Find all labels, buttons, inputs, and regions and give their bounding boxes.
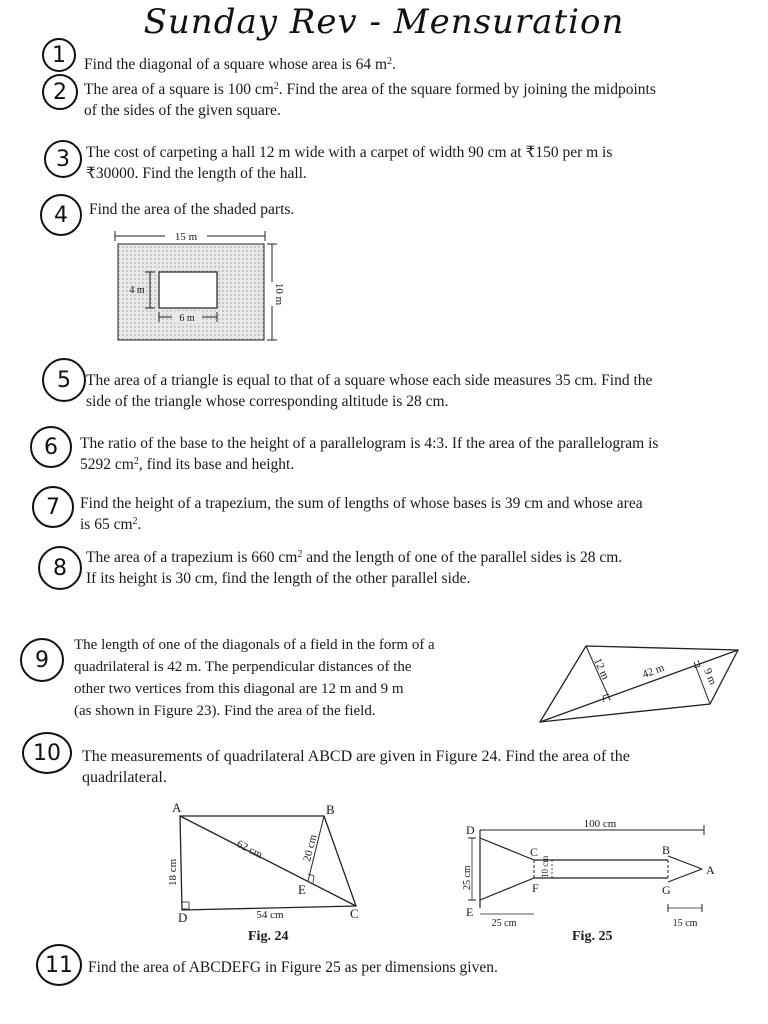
fig24-ac-label: 62 cm [234,837,265,862]
question-number-5 [42,358,86,402]
figure-23-quadrilateral-field [536,640,746,730]
fig24-dc-label: 54 cm [256,909,284,921]
q7-sup: 2 [132,516,138,527]
qnum-label: 3 [56,146,70,172]
qnum-label: 5 [57,367,71,393]
question-number-7 [32,486,74,528]
fig25-vertex-b: B [662,843,671,857]
fig23-d2: 9 m [701,666,719,687]
fig25-vertex-c: C [530,845,539,859]
q8-line2: If its height is 30 cm, find the length of the other parallel side. [86,570,471,587]
q5-line2: side of the triangle whose corresponding altitude is 28 cm. [86,393,449,410]
q4-text: Find the area of the shaded parts. [89,201,295,218]
qnum-label: 11 [45,952,73,978]
figure-25-abcdefg [452,816,722,936]
qnum-label: 10 [33,740,61,766]
question-11 [88,957,498,978]
q1-tail: . [392,56,396,73]
q9-line3: other two vertices from this diagonal are 12 m and 9 m [74,681,404,697]
q3-line2: ₹30000. Find the length of the hall. [86,165,307,182]
q9-line4: (as shown in Figure 23). Find the area of the field. [74,703,376,719]
qnum-label: 7 [46,494,60,520]
question-2 [84,79,656,121]
qnum-label: 1 [52,42,66,68]
fig24-caption: Fig. 24 [248,929,289,944]
question-number-9 [20,638,64,682]
fig25-ef-label: 25 cm [491,918,517,929]
question-number-10 [22,732,72,774]
qnum-label: 2 [53,79,67,105]
q7-line2b: . [137,516,142,533]
question-number-8 [38,546,82,590]
fig25-ga-label: 15 cm [672,918,698,929]
q11-text: Find the area of ABCDEFG in Figure 25 as per dimensions given. [88,959,498,976]
fig23-d1: 12 m [591,656,612,682]
fig25-vertex-a: A [706,863,715,877]
figure-24-quadrilateral-abcd [162,800,382,925]
q6-line2a: 5292 cm [80,456,134,473]
question-1 [84,54,396,75]
question-8 [86,547,622,589]
question-number-1 [42,38,76,72]
question-6 [80,433,658,475]
fig4-height-label: 10 m [273,282,285,306]
q7-line1: Find the height of a trapezium, the sum of lengths of whose bases is 39 cm and whose area [80,495,643,512]
question-number-3 [44,140,82,178]
fig25-vertex-e: E [466,905,474,919]
fig25-cf-label: 10 cm [540,855,550,878]
qnum-label: 4 [54,202,68,228]
q9-line2: quadrilateral is 42 m. The perpendicular distances of the [74,659,412,675]
fig4-inner-width: 6 m [179,313,195,324]
question-9 [74,634,435,722]
question-number-6 [30,426,72,468]
q6-line1: The ratio of the base to the height of a parallelogram is 4:3. If the area of the parallelogram is [80,435,659,452]
q1-text: Find the diagonal of a square whose area is 64 m [84,56,388,73]
fig25-top-label: 100 cm [583,818,617,830]
q2-line1: The area of a square is 100 cm [84,81,274,98]
fig24-vertex-d: D [178,910,188,925]
q2-line1b: . Find the area of the square formed by joining the midpoints [278,81,656,98]
fig24-vertex-a: A [172,800,182,815]
fig25-vertex-f: F [532,881,539,895]
q6-line2b: , find its base and height. [138,456,295,473]
fig24-be-label: 20 cm [301,833,320,863]
qnum-label: 8 [53,555,67,581]
q8-sup: 2 [297,549,303,560]
fig24-vertex-e: E [298,882,306,897]
q10-line2: quadrilateral. [82,769,167,786]
question-number-2 [42,74,78,110]
q3-line1: The cost of carpeting a hall 12 m wide with a carpet of width 90 cm at ₹150 per m is [86,144,613,161]
q8-line1a: The area of a trapezium is 660 cm [86,549,298,566]
question-4 [89,199,294,220]
qnum-label: 9 [35,647,49,673]
question-number-4 [40,194,82,236]
fig24-ad-label: 18 cm [167,858,179,886]
figure-shaded-rectangle [110,222,310,352]
question-5 [86,370,652,412]
q7-line2a: is 65 cm [80,516,133,533]
question-7 [80,493,643,535]
q6-sup: 2 [133,456,139,467]
q10-line1: The measurements of quadrilateral ABCD are given in Figure 24. Find the area of the [82,748,630,765]
page-title: Sunday Rev - Mensuration [143,2,625,42]
fig4-inner-height: 4 m [129,285,145,296]
q8-line1b: and the length of one of the parallel sides is 28 cm. [302,549,623,566]
q5-line1: The area of a triangle is equal to that of a square whose each side measures 35 cm. Find the [86,372,653,389]
fig24-vertex-c: C [350,906,359,921]
q2-line2: of the sides of the given square. [84,102,281,119]
question-number-11 [36,944,82,986]
fig23-diag: 42 m [640,661,666,681]
fig24-vertex-b: B [326,802,335,817]
q2-sup: 2 [273,81,279,92]
fig25-de-label: 25 cm [462,865,473,890]
question-10 [82,746,630,788]
fig25-vertex-d: D [466,823,475,837]
qnum-label: 6 [44,434,58,460]
q1-sup: 2 [387,56,393,67]
fig25-vertex-g: G [662,883,671,897]
fig25-caption: Fig. 25 [572,929,613,944]
fig4-width-label: 15 m [174,231,198,243]
q9-line1: The length of one of the diagonals of a field in the form of a [74,637,435,653]
question-3 [86,142,612,184]
